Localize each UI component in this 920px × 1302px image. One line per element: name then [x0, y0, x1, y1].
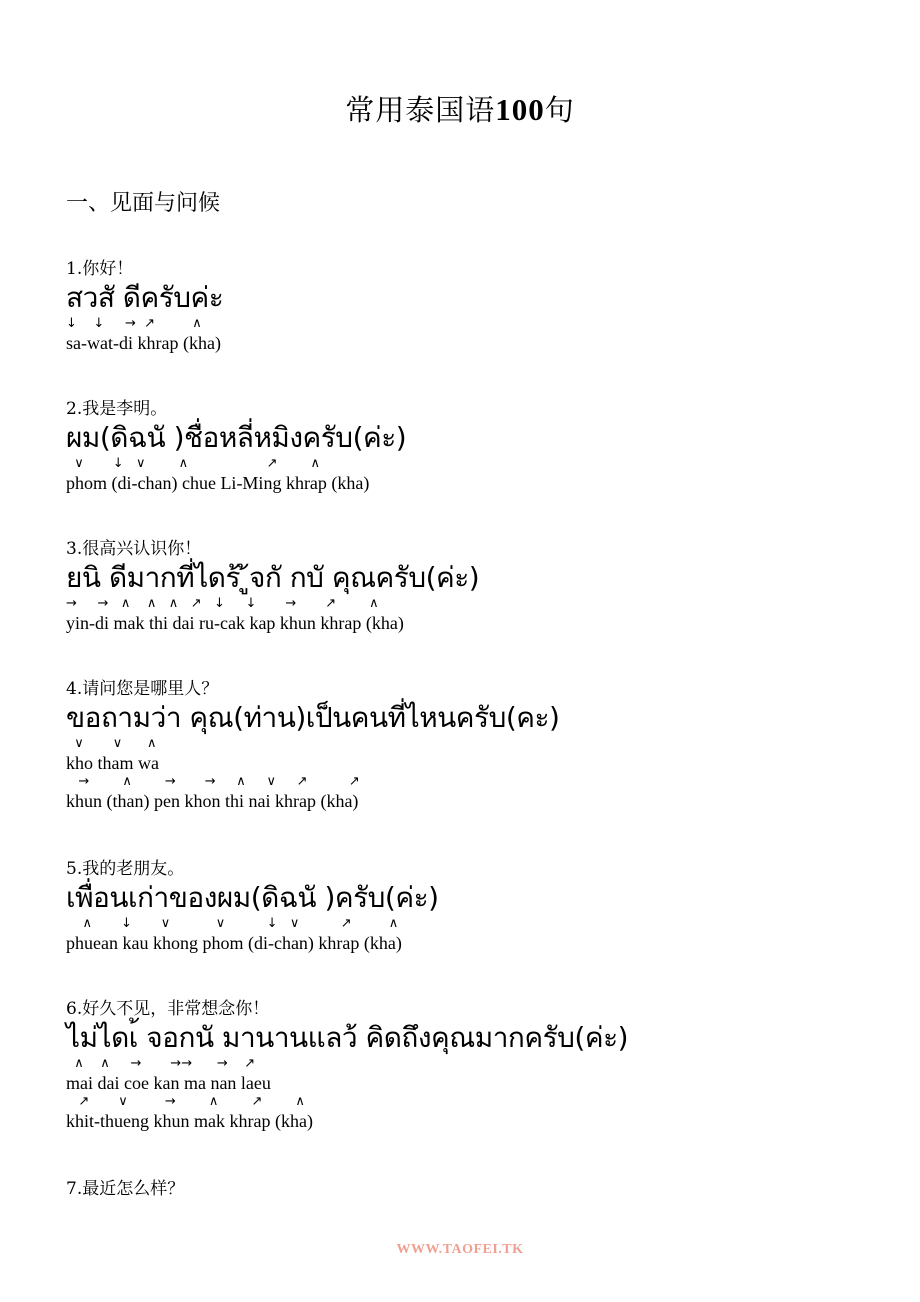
title-suffix: 句	[544, 93, 575, 127]
thai-phrase: สวสั ดีครับค่ะ	[66, 281, 224, 314]
chinese-phrase: 5.我的老朋友。	[66, 859, 185, 879]
thai-phrase: ไม่ไดเ้ จอกนั มานานแลว้ คิดถึงคุณมากครับ(ค่ะ)	[66, 1021, 629, 1054]
thai-phrase: ขอถามว่า คุณ(ท่าน)เป็นคนที่ไหนครับ(คะ)	[66, 701, 560, 734]
tone-marks-line-2: ↗ ∨ → ∧ ↗ ∧	[66, 1094, 305, 1109]
tone-marks: ∨ ↓ ∨ ∧ ↗ ∧	[66, 456, 321, 471]
tone-marks: ∨ ∨ ∧	[66, 736, 157, 751]
tone-marks: ↓ ↓ → ↗ ∧	[66, 316, 202, 331]
romanization: phom (di-chan) chue Li-Ming khrap (kha)	[66, 473, 370, 493]
section-heading: 一、见面与问候	[66, 191, 221, 216]
chinese-phrase: 7.最近怎么样？	[66, 1179, 185, 1199]
phrase-entry-2	[66, 398, 886, 494]
page-title	[0, 88, 920, 129]
romanization-line-2: khit-thueng khun mak khrap (kha)	[66, 1111, 313, 1131]
chinese-phrase: 6.好久不见，非常想念你！	[66, 999, 270, 1019]
chinese-phrase: 3.很高兴认识你！	[66, 539, 202, 559]
thai-phrase: ผม(ดิฉนั )ชื่อหลี่หมิงครับ(ค่ะ)	[66, 421, 407, 454]
chinese-phrase: 2.我是李明。	[66, 399, 168, 419]
phrase-entry-3	[66, 538, 886, 634]
chinese-phrase: 4.请问您是哪里人？	[66, 679, 219, 699]
title-number: 100	[495, 92, 545, 127]
tone-marks: → → ∧ ∧ ∧ ↗ ↓ ↓ → ↗ ∧	[66, 596, 379, 611]
title-text: 常用泰国语	[345, 93, 496, 127]
phrase-entry-1	[66, 258, 886, 354]
romanization-line-2: khun (than) pen khon thi nai khrap (kha)	[66, 791, 359, 811]
romanization: kho tham wa	[66, 753, 159, 773]
romanization: phuean kau khong phom (di-chan) khrap (kha)	[66, 933, 402, 953]
tone-marks: ∧ ↓ ∨ ∨ ↓ ∨ ↗ ∧	[66, 916, 399, 931]
phrase-entry-5	[66, 858, 886, 954]
romanization: mai dai coe kan ma nan laeu	[66, 1073, 271, 1093]
thai-phrase: เพื่อนเก่าของผม(ดิฉนั )ครับ(ค่ะ)	[66, 881, 439, 914]
thai-phrase: ยนิ ดีมากที่ไดร้ ู้จกั กบั คุณครับ(ค่ะ)	[66, 561, 480, 594]
romanization: sa-wat-di khrap (kha)	[66, 333, 221, 353]
chinese-phrase: 1.你好！	[66, 259, 134, 279]
phrase-entry-7	[66, 1178, 886, 1200]
tone-marks-line-2: → ∧ → → ∧ ∨ ↗ ↗	[66, 774, 360, 789]
tone-marks: ∧ ∧ → →→ → ↗	[66, 1056, 256, 1071]
romanization: yin-di mak thi dai ru-cak kap khun khrap (kha)	[66, 613, 404, 633]
phrase-entry-4	[66, 678, 886, 812]
watermark-footer: WWW.TAOFEI.TK	[396, 1242, 524, 1257]
phrase-entry-6	[66, 998, 886, 1132]
